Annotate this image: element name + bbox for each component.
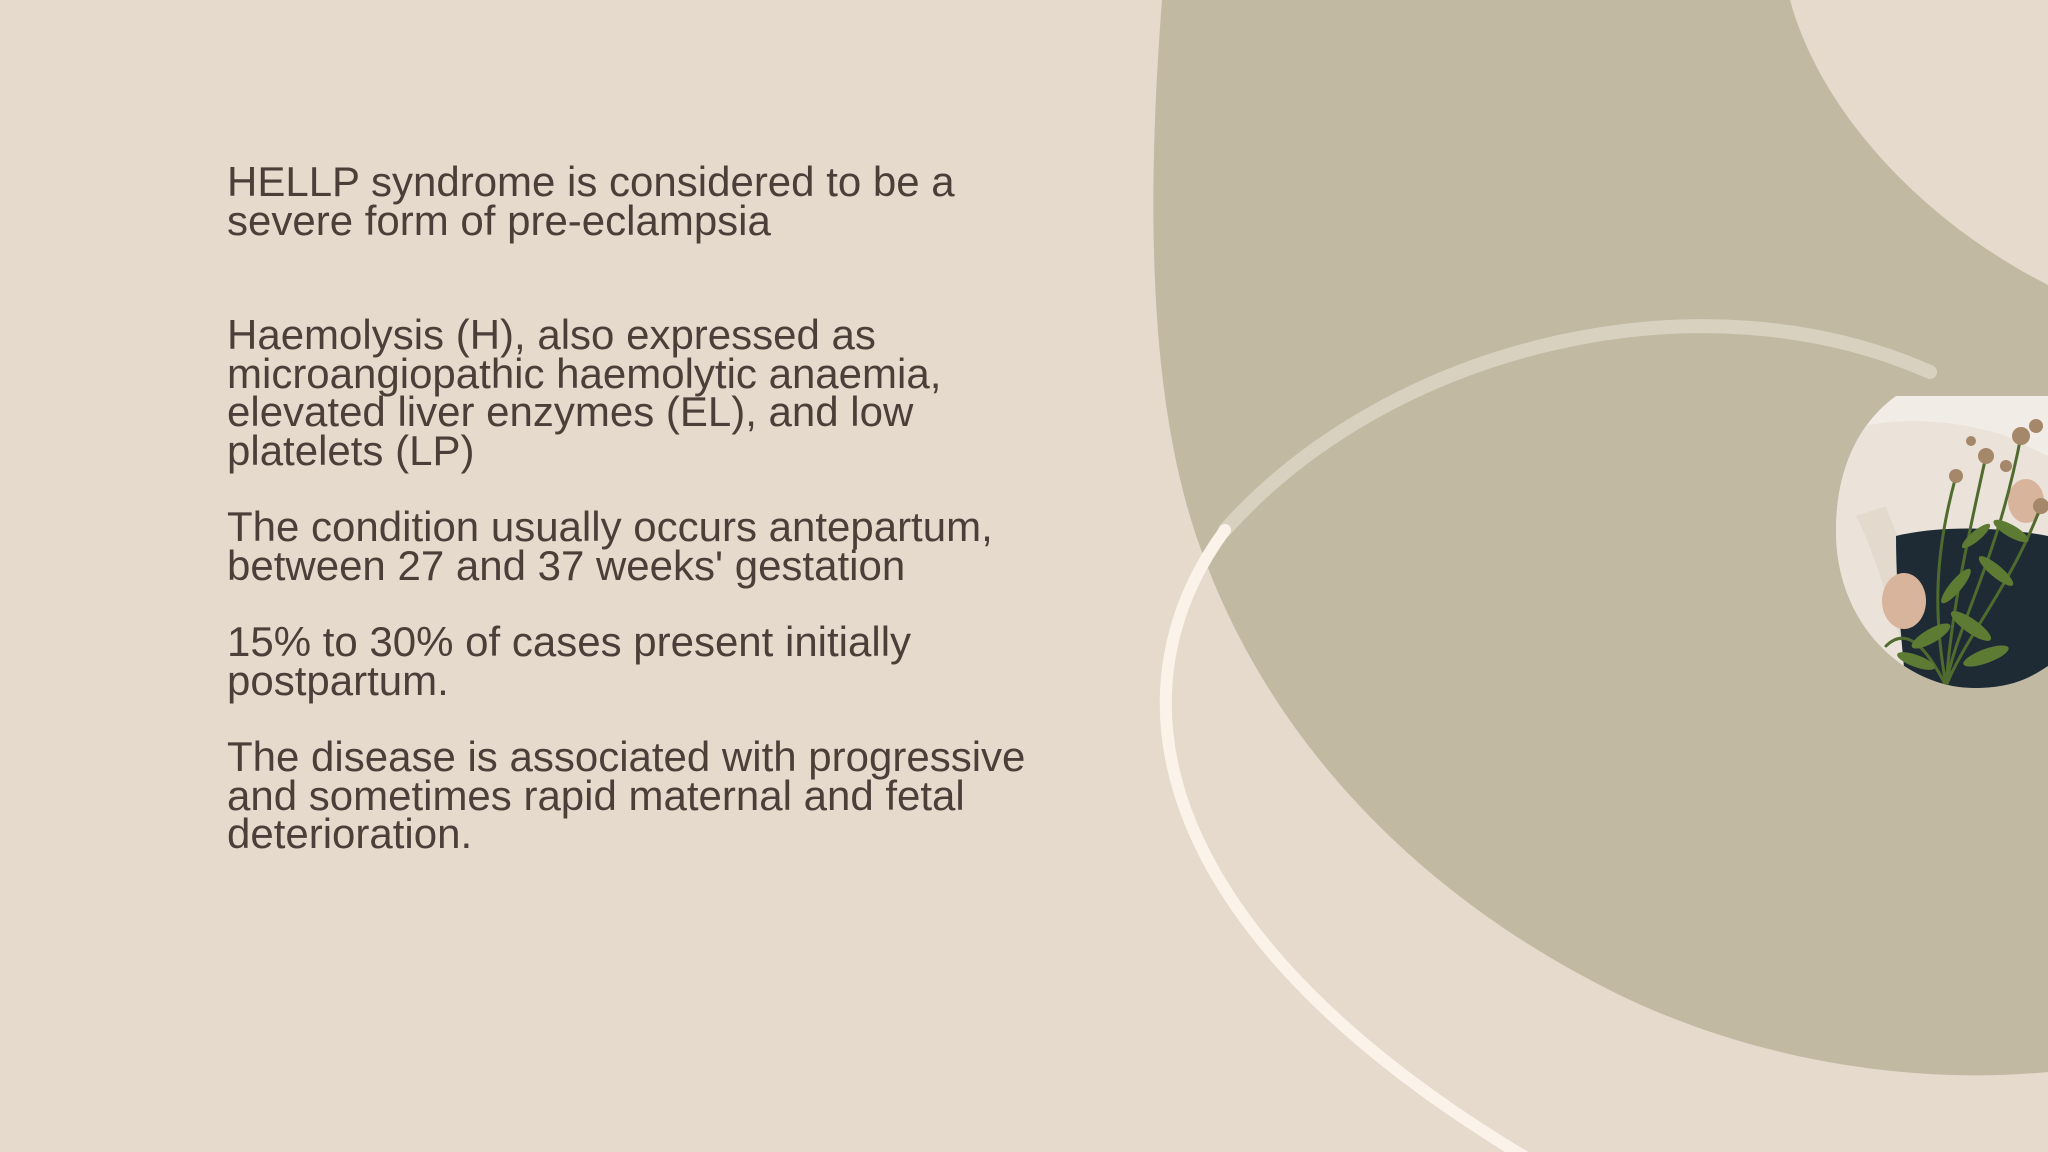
paragraph-postpartum: 15% to 30% of cases present initially postpartum. [227, 618, 912, 704]
paragraph-components: Haemolysis (H), also expressed as microangiopathic haemolytic anaemia, elevated liver enzymes (EL), and low platelets (LP) [227, 311, 942, 474]
paragraph-progression: The disease is associated with progressive and sometimes rapid maternal and fetal deterioration. [227, 733, 1026, 857]
paragraph-timing: The condition usually occurs antepartum, between 27 and 37 weeks' gestation [227, 503, 993, 589]
paragraph-definition: HELLP syndrome is considered to be a severe form of pre-eclampsia [227, 158, 955, 244]
flower-photo-image [1836, 396, 2048, 688]
bullet-text-block [227, 158, 1067, 857]
